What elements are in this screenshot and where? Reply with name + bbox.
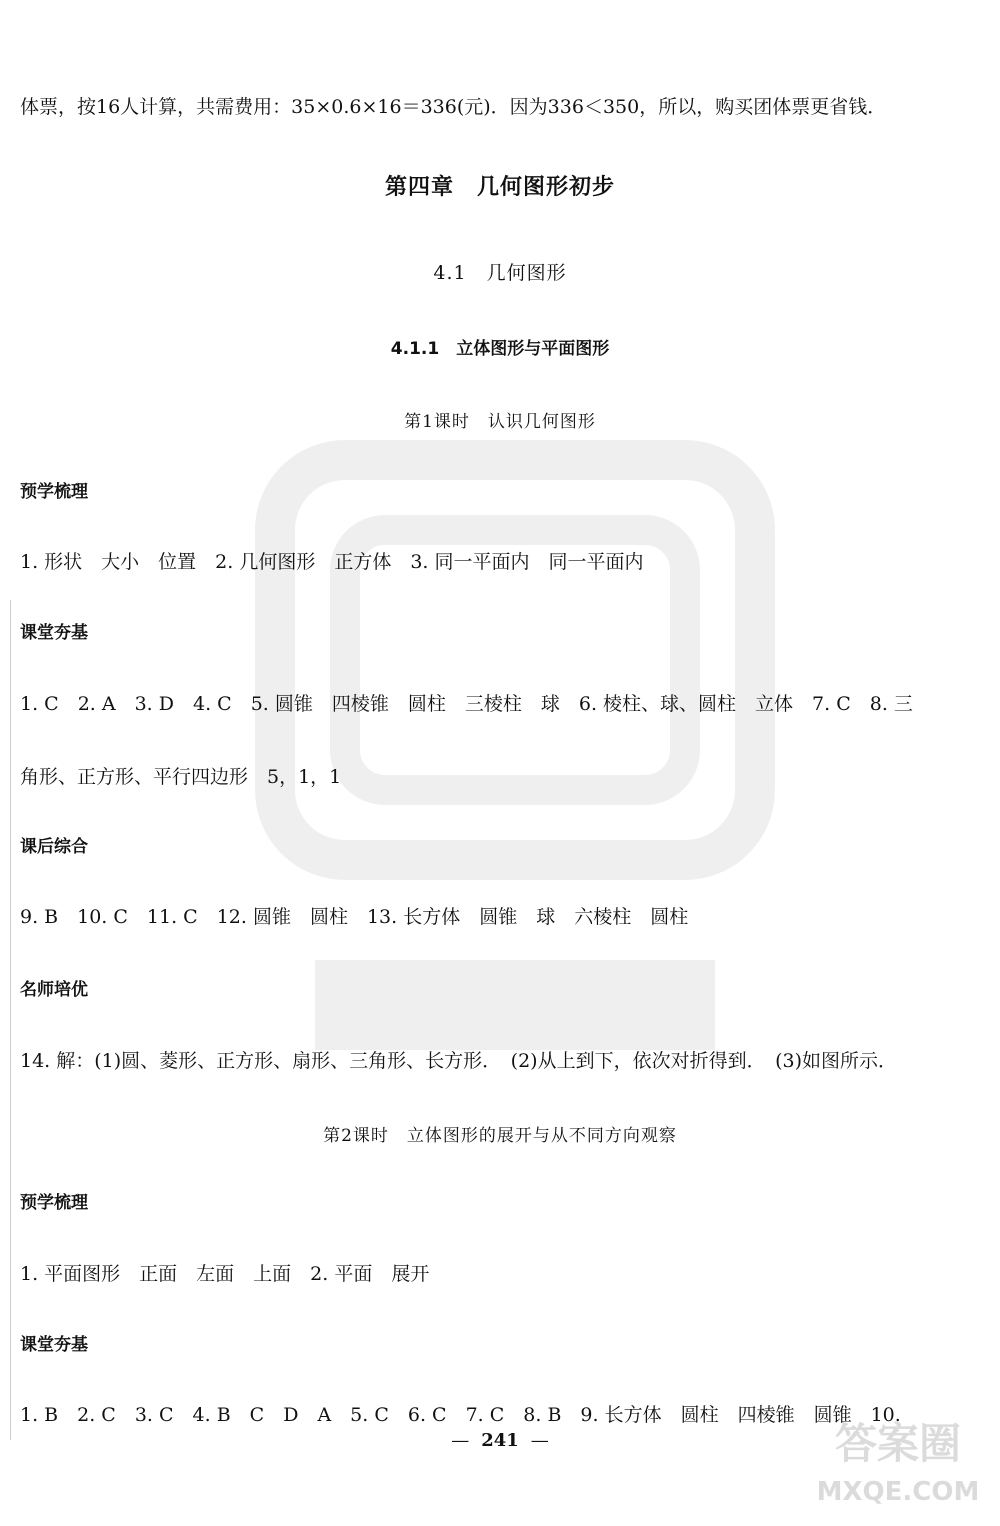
page-dash-left: — (451, 1430, 470, 1451)
binding-margin-line (10, 600, 11, 1440)
svg-text:MXQE.COM: MXQE.COM (816, 1477, 980, 1507)
lesson1-kehou-line: 9. B 10. C 11. C 12. 圆锥 圆柱 13. 长方体 圆锥 球 六棱柱 圆柱 (20, 906, 689, 928)
lesson2-title: 第2课时 立体图形的展开与从不同方向观察 (323, 1126, 677, 1146)
lesson1-ketang-heading: 课堂夯基 (20, 623, 88, 643)
lesson2-ketang-line1: 1. B 2. C 3. C 4. B C D A 5. C 6. C 7. C 8. B 9. 长方体 圆柱 四棱锥 圆锥 10. (20, 1404, 901, 1426)
section-title: 4.1 几何图形 (433, 262, 567, 284)
lesson1-yuxue-line: 1. 形状 大小 位置 2. 几何图形 正方体 3. 同一平面内 同一平面内 (20, 551, 644, 573)
lesson2-yuxue-heading: 预学梳理 (20, 1193, 88, 1213)
lesson1-mingshi-line: 14. 解：(1)圆、菱形、正方形、扇形、三角形、长方形． (2)从上到下，依次对折得到． (3)如图所示． (20, 1050, 897, 1072)
subsection-title: 4.1.1 立体图形与平面图形 (390, 339, 610, 359)
page-number: 241 (481, 1430, 519, 1451)
lesson2-ketang-heading: 课堂夯基 (20, 1335, 88, 1355)
page-dash-right: — (530, 1430, 549, 1451)
lesson1-ketang-line1: 1. C 2. A 3. D 4. C 5. 圆锥 四棱锥 圆柱 三棱柱 球 6. 棱柱、球、圆柱 立体 7. C 8. 三 (20, 693, 913, 715)
lesson1-title: 第1课时 认识几何图形 (404, 412, 596, 432)
chapter-title: 第四章 几何图形初步 (384, 175, 615, 200)
lesson1-ketang-line2: 角形、正方形、平行四边形 5，1，1 (20, 766, 342, 788)
lesson1-mingshi-heading: 名师培优 (20, 980, 88, 1000)
lesson1-kehou-heading: 课后综合 (20, 837, 88, 857)
corner-watermark-logo (808, 1406, 988, 1516)
svg-text:答案圈: 答案圈 (834, 1419, 962, 1468)
intro-line: 体票，按16人计算，共需费用：35×0.6×16＝336(元)．因为336＜350，所以，购买团体票更省钱． (20, 96, 887, 118)
lesson2-yuxue-line: 1. 平面图形 正面 左面 上面 2. 平面 展开 (20, 1263, 430, 1285)
lesson1-yuxue-heading: 预学梳理 (20, 482, 88, 502)
